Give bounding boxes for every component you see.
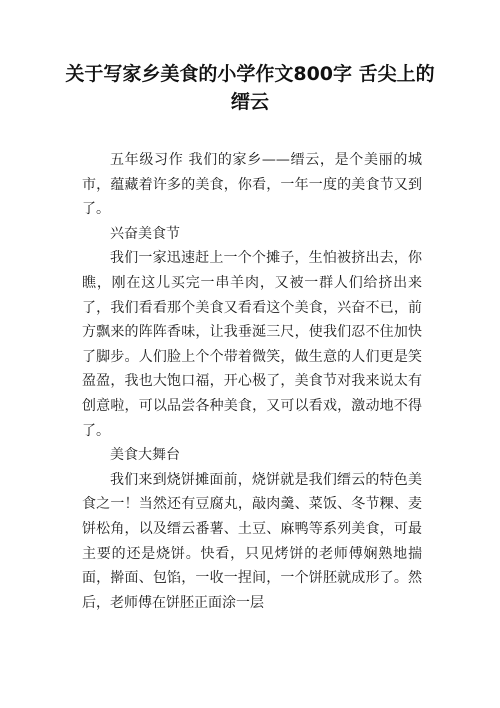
paragraph-intro: 五年级习作 我们的家乡——缙云，是个美丽的城市，蕴藏着许多的美食，你看，一年一度的美食节又到了。 <box>82 152 422 218</box>
document-title: 关于写家乡美食的小学作文800字 舌尖上的缙云 <box>65 63 435 113</box>
section-heading-festival: 兴奋美食节 <box>110 225 180 242</box>
paragraph-stage: 我们来到烧饼摊面前，烧饼就是我们缙云的特色美食之一！当然还有豆腐丸，敲肉羹、菜饭、冬节粿、麦饼松角，以及缙云番薯、土豆、麻鸭等系列美食，可最主要的还是烧饼。快看，只见烤饼的老师傅娴熟地揣面，擀面、包馅，一收一捏间，一个饼胚就成形了。然后，老师傅在饼胚正面涂一层 <box>82 471 422 611</box>
paragraph-festival: 我们一家迅速赶上一个个摊子，生怕被挤出去，你瞧，刚在这儿买完一串羊肉，又被一群人们给挤出来了，我们看看那个美食又看看这个美食，兴奋不已，前方飘来的阵阵香味，让我垂涎三尺，使我们忍不住加快了脚步。人们脸上个个带着微笑，做生意的人们更是笑盈盈，我也大饱口福，开心极了，美食节对我来说太有创意啦，可以品尝各种美食，又可以看戏，激动地不得了。 <box>82 250 422 439</box>
document-body <box>82 148 422 615</box>
section-heading-stage: 美食大舞台 <box>110 447 180 464</box>
